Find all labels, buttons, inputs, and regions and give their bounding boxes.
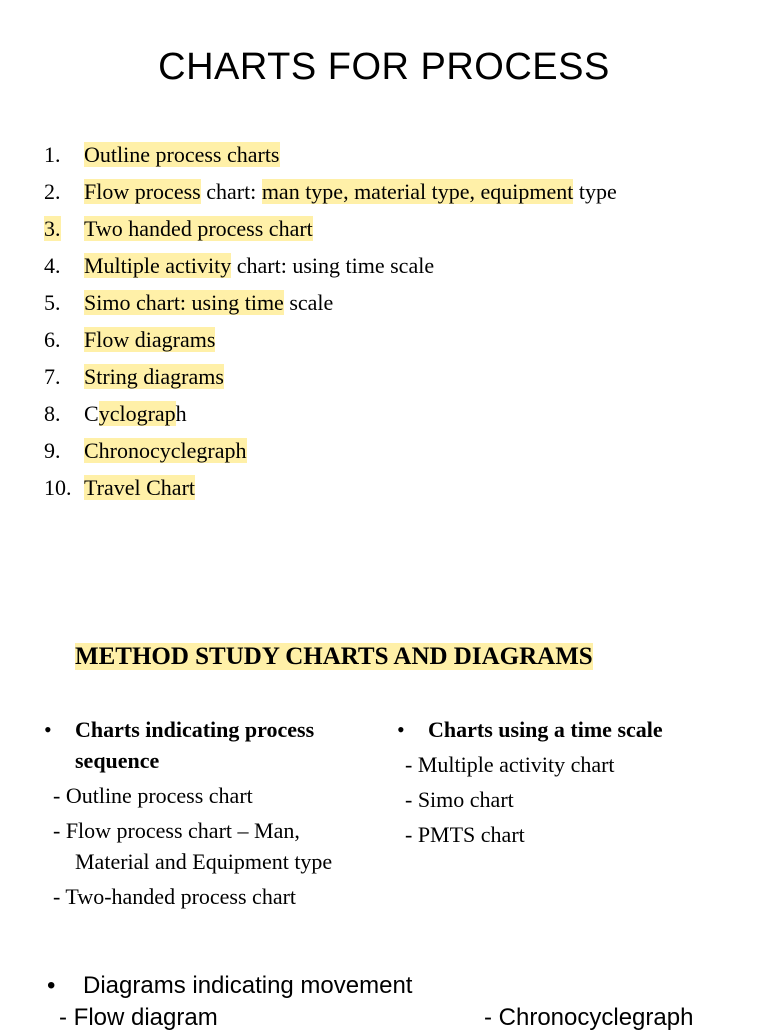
- list-number-cell: [44, 212, 84, 249]
- bottom-heading: Diagrams indicating movement: [83, 972, 413, 999]
- bottom-items: [47, 1002, 747, 1034]
- bullet-icon: •: [44, 717, 52, 742]
- list-number: 2.: [44, 179, 61, 204]
- list-item: [44, 138, 617, 175]
- left-column: [44, 714, 374, 912]
- highlighted-text: man type, material type, equipment: [261, 179, 574, 204]
- list-item: [44, 434, 617, 471]
- list-number: 5.: [44, 290, 61, 315]
- highlighted-text: Simo chart: using time: [84, 290, 284, 315]
- list-item: [44, 286, 617, 323]
- left-bullet-heading: [44, 714, 374, 776]
- plain-text: scale: [283, 290, 334, 315]
- process-chart-list: [44, 138, 617, 508]
- bottom-section: [47, 970, 747, 1034]
- list-text: [84, 212, 313, 249]
- list-text: [84, 138, 280, 175]
- list-item: [44, 212, 617, 249]
- list-number: 1.: [44, 142, 61, 167]
- highlighted-text: Travel Chart: [84, 475, 196, 500]
- highlighted-text: Chronocyclegraph: [84, 438, 247, 463]
- plain-text: type: [573, 179, 617, 204]
- right-bullet-heading: [397, 714, 737, 745]
- list-number-cell: [44, 175, 84, 212]
- right-heading: Charts using a time scale: [428, 717, 663, 742]
- highlighted-text: Two handed process chart: [84, 216, 313, 241]
- list-text: [84, 397, 187, 434]
- list-item: [44, 397, 617, 434]
- list-text: [84, 434, 247, 471]
- list-item: - Outline process chart: [53, 783, 253, 808]
- list-item: [44, 249, 617, 286]
- highlighted-text: yclograp: [98, 401, 176, 426]
- bullet-icon: •: [47, 972, 56, 999]
- list-item: - Flow process chart – Man, Material and Equipment type: [53, 818, 333, 874]
- list-item: - Chronocyclegraph: [484, 1004, 694, 1031]
- list-item: - Two-handed process chart: [53, 884, 297, 909]
- list-number-cell: [44, 434, 84, 471]
- list-item: - Simo chart: [405, 787, 514, 812]
- highlighted-text: Flow process: [84, 179, 201, 204]
- list-item: [44, 323, 617, 360]
- highlighted-text: Outline process charts: [84, 142, 280, 167]
- list-text: [84, 286, 333, 323]
- list-number-cell: [44, 397, 84, 434]
- left-heading: Charts indicating process sequence: [75, 717, 315, 773]
- list-number: 8.: [44, 401, 61, 426]
- highlighted-text: Flow diagrams: [84, 327, 216, 352]
- section-heading-text: METHOD STUDY CHARTS AND DIAGRAMS: [75, 643, 593, 670]
- list-number-cell: [44, 360, 84, 397]
- list-number: 10.: [44, 475, 72, 500]
- list-text: [84, 175, 617, 212]
- list-text: [84, 471, 195, 508]
- bottom-bullet-heading: [47, 970, 747, 1002]
- list-number: 6.: [44, 327, 61, 352]
- highlighted-text: String diagrams: [84, 364, 224, 389]
- list-item: - Flow diagram: [59, 1004, 218, 1031]
- list-number: 9.: [44, 438, 61, 463]
- list-item: [44, 360, 617, 397]
- list-item: [44, 175, 617, 212]
- list-text: [84, 360, 224, 397]
- list-text: [84, 249, 434, 286]
- plain-text: h: [175, 401, 187, 426]
- list-number-cell: [44, 471, 84, 508]
- list-number: 7.: [44, 364, 61, 389]
- list-number-cell: [44, 138, 84, 175]
- section-heading: [75, 640, 593, 674]
- list-number: 3.: [44, 216, 61, 241]
- plain-text: C: [84, 401, 99, 426]
- list-number-cell: [44, 286, 84, 323]
- list-number-cell: [44, 249, 84, 286]
- page-title: CHARTS FOR PROCESS: [158, 46, 610, 88]
- list-item: - Multiple activity chart: [405, 752, 615, 777]
- right-column: [397, 714, 737, 850]
- plain-text: chart:: [200, 179, 262, 204]
- list-number-cell: [44, 323, 84, 360]
- plain-text: chart: using time scale: [231, 253, 435, 278]
- bullet-icon: •: [397, 717, 405, 742]
- highlighted-text: Multiple activity: [84, 253, 232, 278]
- list-item: [44, 471, 617, 508]
- list-item: - PMTS chart: [405, 822, 525, 847]
- list-text: [84, 323, 215, 360]
- list-number: 4.: [44, 253, 61, 278]
